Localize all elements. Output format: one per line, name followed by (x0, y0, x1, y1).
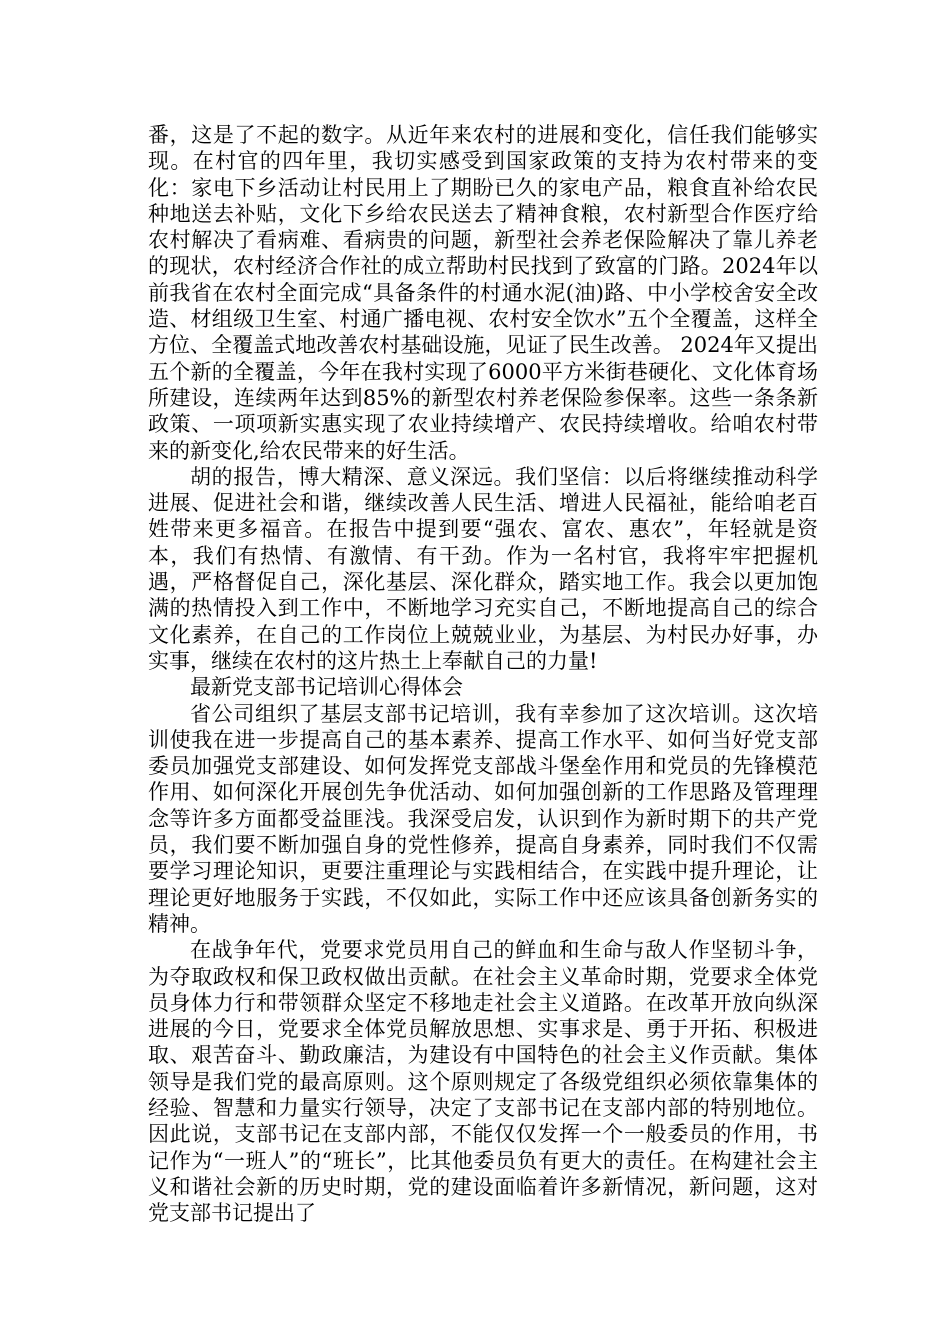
paragraph-training: 省公司组织了基层支部书记培训，我有幸参加了这次培训。这次培训使我在进一步提高自己的基本素养、提高工作水平、如何当好党支部委员加强党支部建设、如何发挥党支部战斗堡垒作用和党员的先锋模范作用、如何深化开展创先争优活动、如何加强创新的工作思路及管理理念等许多方面都受益匪浅。我深受启发，认识到作为新时期下的共产党员，我们要不断加强自身的党性修养，提高自身素养，同时我们不仅需要学习理论知识，更要注重理论与实践相结合，在实践中提升理论，让理论更好地服务于实践，不仅如此，实际工作中还应该具备创新务实的精神。 (148, 701, 818, 936)
paragraph-report: 胡的报告，博大精深、意义深远。我们坚信：以后将继续推动科学进展、促进社会和谐，继续改善人民生活、增进人民福祉，能给咱老百姓带来更多福音。在报告中提到要“强农、富农、惠农”，年轻就是资本，我们有热情、有激情、有干劲。作为一名村官，我将牢牢把握机遇，严格督促自己，深化基层、深化群众，踏实地工作。我会以更加饱满的热情投入到工作中，不断地学习充实自己，不断地提高自己的综合文化素养，在自己的工作岗位上兢兢业业，为基层、为村民办好事，办实事，继续在农村的这片热土上奉献自己的力量! (148, 464, 818, 673)
document-body (148, 122, 818, 1226)
paragraph-continuation: 番，这是了不起的数字。从近年来农村的进展和变化，信任我们能够实现。在村官的四年里，我切实感受到国家政策的支持为农村带来的变化：家电下乡活动让村民用上了期盼已久的家电产品，粮食直补给农民种地送去补贴，文化下乡给农民送去了精神食粮，农村新型合作医疗给农村解决了看病难、看病贵的问题，新型社会养老保险解决了靠儿养老的现状，农村经济合作社的成立帮助村民找到了致富的门路。2024年以前我省在农村全面完成“具备条件的村通水泥(油)路、中小学校舍安全改造、材组级卫生室、村通广播电视、农村安全饮水”五个全覆盖，这样全方位、全覆盖式地改善农村基础设施，见证了民生改善。 2024年又提出五个新的全覆盖，今年在我村实现了6000平方米街巷硬化、文化体育场所建设，连续两年达到85%的新型农村养老保险参保率。这些一条条新政策、一项项新实惠实现了农业持续增产、农民持续增收。给咱农村带来的新变化,给农民带来的好生活。 (148, 123, 818, 463)
section-heading: 最新党支部书记培训心得体会 (190, 675, 463, 700)
paragraph-history: 在战争年代，党要求党员用自己的鲜血和生命与敌人作坚韧斗争，为夺取政权和保卫政权做出贡献。在社会主义革命时期，党要求全体党员身体力行和带领群众坚定不移地走社会主义道路。在改革开放向纵深进展的今日，党要求全体党员解放思想、实事求是、勇于开拓、积极进取、艰苦奋斗、勤政廉洁，为建设有中国特色的社会主义作贡献。集体领导是我们党的最高原则。这个原则规定了各级党组织必须依靠集体的经验、智慧和力量实行领导，决定了支部书记在支部内部的特别地位。因此说，支部书记在支部内部，不能仅仅发挥一个一般委员的作用，书记作为“一班人”的“班长”，比其他委员负有更大的责任。在构建社会主义和谐社会新的历史时期，党的建设面临着许多新情况，新问题，这对党支部书记提出了 (148, 938, 818, 1226)
